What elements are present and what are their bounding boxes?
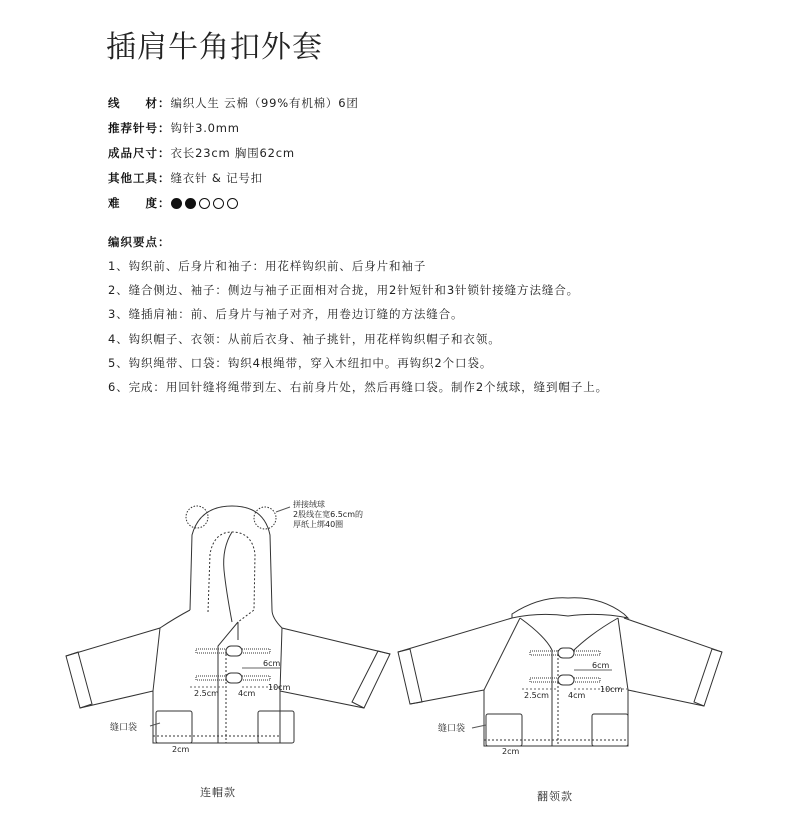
spec-label: 其他工具： (108, 171, 171, 185)
difficulty-dot-filled-icon (185, 198, 196, 209)
pompom-icon (254, 507, 276, 529)
step-item: 5、钩织绳带、口袋：钩织4根绳带，穿入木纽扣中。再钩织2个口袋。 (108, 355, 493, 370)
difficulty-dot-empty-icon (213, 198, 224, 209)
spec-label: 推荐针号： (108, 121, 171, 135)
spec-value: 编织人生 云棉（99%有机棉）6团 (170, 96, 359, 110)
toggle-button-icon (196, 646, 270, 656)
spec-size (108, 146, 359, 171)
spec-label: 难 度： (108, 196, 171, 210)
pocket (486, 714, 522, 746)
pompom-icon (186, 506, 208, 528)
spec-value: 缝衣针 & 记号扣 (170, 171, 263, 185)
page-title: 插肩牛角扣外套 (106, 30, 323, 65)
pocket-label: 缝口袋 (110, 723, 138, 733)
pocket (592, 714, 628, 746)
dim-label: 6cm (592, 661, 610, 670)
dim-label: 4cm (238, 689, 256, 698)
pocket (156, 711, 192, 743)
step-item: 4、钩织帽子、衣领：从前后衣身、袖子挑针，用花样钩织帽子和衣领。 (108, 331, 501, 346)
raglan-seam (618, 618, 628, 690)
spec-label: 成品尺寸： (108, 146, 171, 160)
spec-list (108, 96, 359, 221)
hood-outline (190, 506, 272, 610)
step-item: 2、缝合侧边、袖子：侧边与袖子正面相对合拢，用2针短针和3针锁针接缝方法缝合。 (108, 283, 580, 298)
collar-lapel (572, 618, 618, 652)
dim-label: 6cm (263, 659, 281, 668)
hooded-jacket-diagram (66, 499, 390, 754)
difficulty-dot-empty-icon (227, 198, 238, 209)
hood-inner (208, 532, 255, 622)
steps-list (108, 259, 608, 404)
collar-outline (512, 598, 628, 618)
difficulty-dot-filled-icon (171, 198, 182, 209)
spec-hook (108, 121, 359, 146)
step-item: 3、缝插肩袖：前、后身片与袖子对齐，用卷边订缝的方法缝合。 (108, 307, 464, 322)
pocket-label: 缝口袋 (438, 724, 466, 734)
collar-jacket-diagram (398, 598, 722, 756)
cuff-left (398, 649, 422, 704)
step-item: 6、完成：用回针缝将绳带到左、右前身片处，然后再缝口袋。制作2个绒球，缝到帽子上。 (108, 379, 609, 394)
spec-yarn (108, 96, 359, 121)
steps-heading: 编织要点： (108, 235, 171, 249)
jacket-diagrams (0, 440, 788, 828)
spec-value: 衣长23cm 胸围62cm (170, 146, 295, 160)
spec-label: 线 材： (108, 96, 171, 110)
cuff-left (66, 652, 92, 708)
caption-collar: 翻领款 (537, 790, 573, 803)
pocket (258, 711, 294, 743)
raglan-seam (484, 618, 520, 690)
difficulty-dot-empty-icon (199, 198, 210, 209)
cuff-right (694, 649, 722, 706)
difficulty-rating (171, 196, 241, 210)
note-text: 2股线在宽6.5cm的 (293, 510, 364, 519)
cuff-right (352, 651, 390, 708)
toggle-button-icon (530, 648, 600, 658)
dim-label: 2.5cm (524, 691, 549, 700)
collar-lapel (520, 618, 552, 650)
spec-difficulty (108, 196, 359, 221)
dim-label: 10cm (600, 685, 623, 694)
note-text: 拼接绒球 (293, 500, 325, 509)
toggle-button-icon (530, 675, 600, 685)
dim-label: 2cm (502, 747, 520, 756)
spec-tools (108, 171, 359, 196)
note-text: 厚纸上绑40圈 (293, 520, 344, 529)
raglan-seam (153, 628, 160, 691)
dim-label: 4cm (568, 691, 586, 700)
hood-fold (224, 532, 232, 622)
raglan-seam (280, 628, 282, 691)
caption-hooded: 连帽款 (200, 786, 236, 799)
dim-label: 10cm (268, 683, 291, 692)
spec-value: 钩针3.0mm (170, 121, 240, 135)
toggle-button-icon (196, 673, 270, 683)
dim-label: 2cm (172, 745, 190, 754)
dim-label: 2.5cm (194, 689, 219, 698)
step-item: 1、钩织前、后身片和袖子：用花样钩织前、后身片和袖子 (108, 259, 427, 273)
